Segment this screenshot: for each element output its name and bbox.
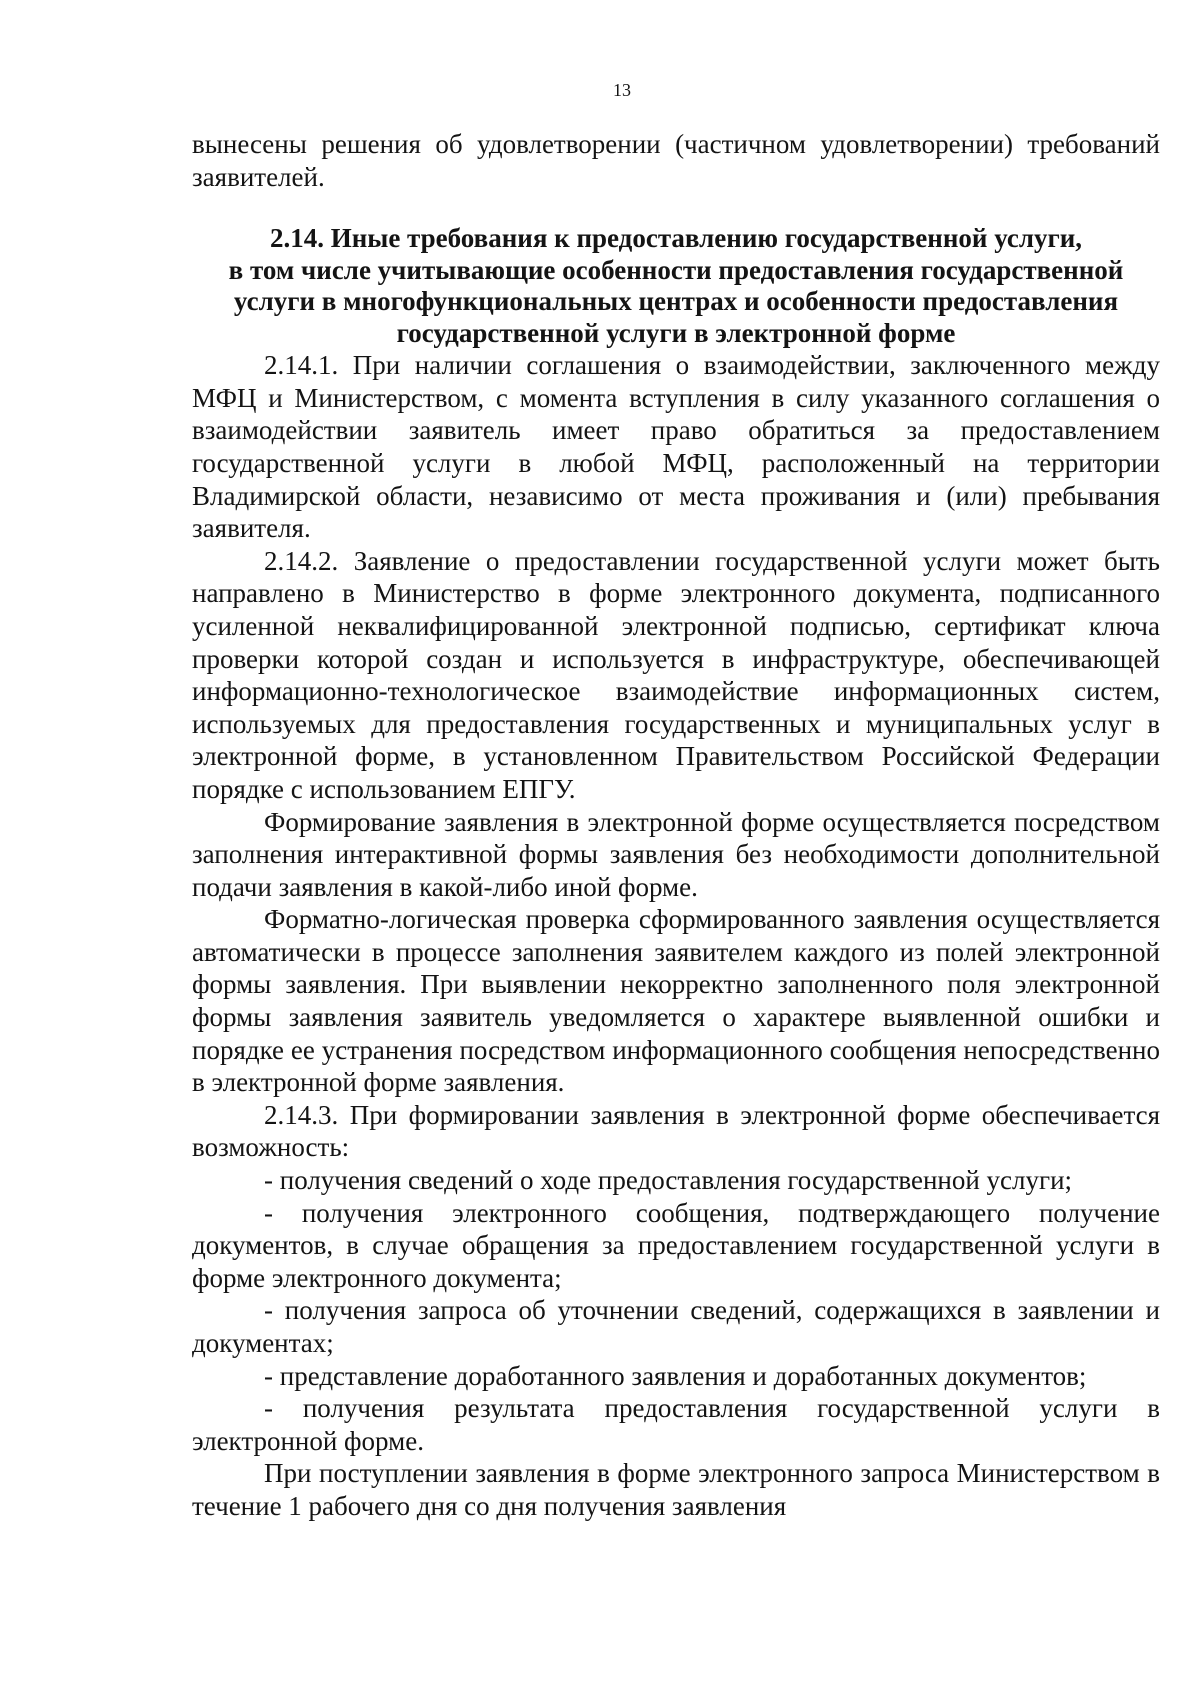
- heading-line-2: в том числе учитывающие особенности предоставления государственной: [228, 254, 1124, 285]
- section-heading: [192, 223, 1160, 349]
- page-number: 13: [613, 80, 631, 100]
- heading-line-3: услуги в многофункциональных центрах и особенности предоставления: [233, 286, 1119, 317]
- paragraph-2-14-1: 2.14.1. При наличии соглашения о взаимодействии, заключенного между МФЦ и Министерством, с момента вступления в силу указанного соглашения о взаимодействии заявитель имеет право обратиться за предоставлением государственной услуги в любой МФЦ, расположенный на территории Владимирской области, независимо от места проживания и (или) пребывания заявителя.: [192, 350, 1160, 544]
- paragraph-check: Форматно-логическая проверка сформированного заявления осуществляется автоматически в процессе заполнения заявителем каждого из полей электронной формы заявления. При выявлении некорректно заполненного поля электронной формы заявления заявитель уведомляется о характере выявленной ошибки и порядке ее устранения посредством информационного сообщения непосредственно в электронной форме заявления.: [192, 904, 1160, 1098]
- paragraph-2-14-2: 2.14.2. Заявление о предоставлении государственной услуги может быть направлено в Министерство в форме электронного документа, подписанного усиленной неквалифицированной электронной подписью, сертификат ключа проверки которой создан и используется в инфраструктуре, обеспечивающей информационно-технологическое взаимодействие информационных систем, используемых для предоставления государственных и муниципальных услуг в электронной форме, в установленном Правительством Российской Федерации порядке с использованием ЕПГУ.: [192, 545, 1160, 804]
- paragraph-2-14-3: 2.14.3. При формировании заявления в электронной форме обеспечивается возможность:: [192, 1099, 1160, 1163]
- document-body: [192, 128, 1160, 1523]
- list-item-1: - получения сведений о ходе предоставления государственной услуги;: [264, 1165, 1073, 1196]
- list-item-3: - получения запроса об уточнении сведений, содержащихся в заявлении и документах;: [192, 1295, 1160, 1358]
- heading-line-4: государственной услуги в электронной форме: [396, 317, 956, 348]
- heading-line-1: 2.14. Иные требования к предоставлению государственной услуги,: [269, 223, 1083, 254]
- continuation-paragraph: вынесены решения об удовлетворении (частичном удовлетворении) требований заявителей.: [192, 129, 1160, 192]
- list-item-2: - получения электронного сообщения, подтверждающего получение документов, в случае обращения за предоставлением государственной услуги в форме электронного документа;: [192, 1197, 1160, 1293]
- list-item-4: - представление доработанного заявления и доработанных документов;: [264, 1360, 1087, 1391]
- paragraph-last: При поступлении заявления в форме электронного запроса Министерством в течение 1 рабочего дня со дня получения заявления: [192, 1458, 1160, 1521]
- paragraph-forming: Формирование заявления в электронной форме осуществляется посредством заполнения интерактивной формы заявления без необходимости дополнительной подачи заявления в какой-либо иной форме.: [192, 806, 1160, 902]
- list-item-5: - получения результата предоставления государственной услуги в электронной форме.: [192, 1393, 1160, 1456]
